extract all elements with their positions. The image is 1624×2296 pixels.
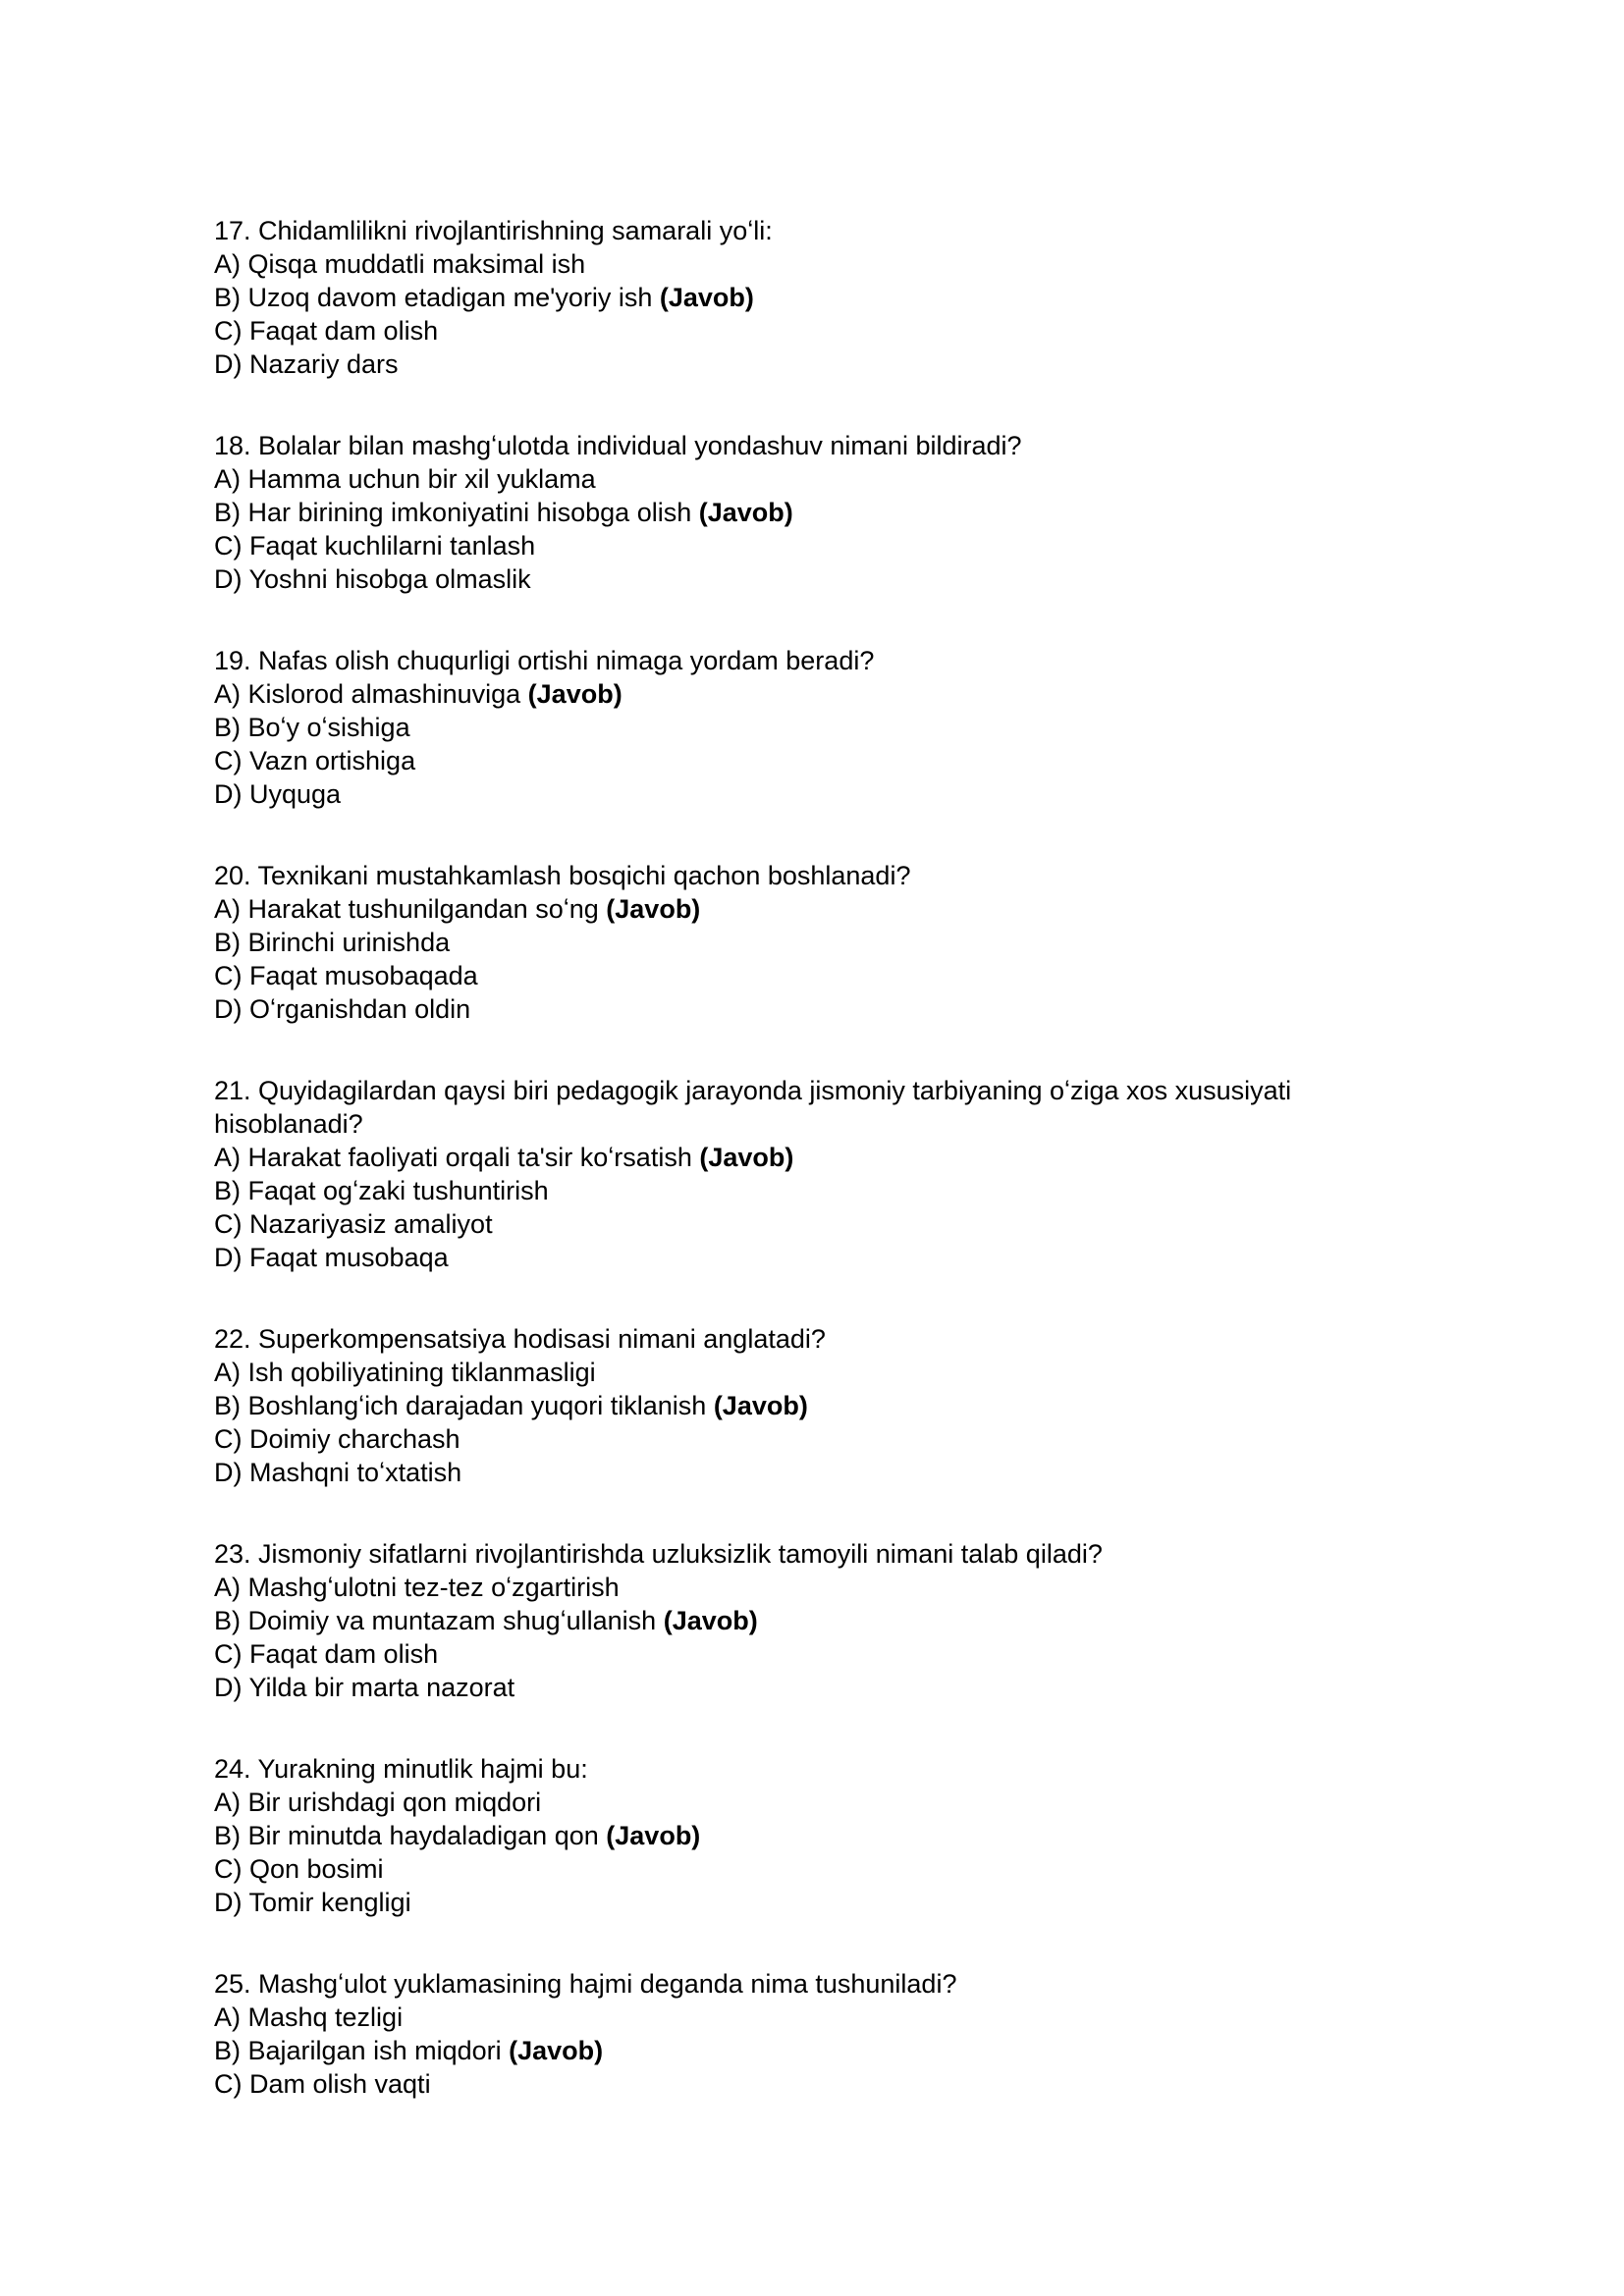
answer-option <box>214 247 1412 281</box>
answer-option-text: C) Dam olish vaqti <box>214 2069 431 2099</box>
answer-option-text: B) Boshlangʻich darajadan yuqori tiklanish <box>214 1391 707 1420</box>
question-text: 20. Texnikani mustahkamlash bosqichi qachon boshlanadi? <box>214 861 911 890</box>
correct-answer-mark: (Javob) <box>509 2036 604 2065</box>
answer-option <box>214 562 1412 596</box>
answer-option-text: B) Doimiy va muntazam shugʻullanish <box>214 1606 657 1635</box>
question-block <box>214 1074 1412 1274</box>
answer-option <box>214 2034 1412 2067</box>
answer-option <box>214 462 1412 496</box>
answer-option <box>214 1389 1412 1422</box>
answer-option-text: B) Birinchi urinishda <box>214 928 451 957</box>
answer-option-text: D) Yoshni hisobga olmaslik <box>214 564 531 594</box>
correct-answer-mark: (Javob) <box>606 894 701 924</box>
answer-option <box>214 1207 1412 1241</box>
answer-option-text: D) Tomir kengligi <box>214 1888 411 1917</box>
correct-answer-mark: (Javob) <box>699 1143 794 1172</box>
answer-option <box>214 777 1412 811</box>
question-block <box>214 644 1412 811</box>
answer-option <box>214 2067 1412 2101</box>
answer-option <box>214 1356 1412 1389</box>
answer-option-text: A) Harakat tushunilgandan soʻng <box>214 894 599 924</box>
answer-option <box>214 1786 1412 1819</box>
correct-answer-mark: (Javob) <box>713 1391 808 1420</box>
question-text: 18. Bolalar bilan mashgʻulotda individual yondashuv nimani bildiradi? <box>214 431 1022 460</box>
answer-option <box>214 314 1412 347</box>
answer-option <box>214 496 1412 529</box>
answer-option-text: C) Doimiy charchash <box>214 1424 460 1454</box>
question-block <box>214 429 1412 596</box>
answer-option-text: A) Kislorod almashinuviga <box>214 679 521 709</box>
question-text: 17. Chidamlilikni rivojlantirishning samarali yoʻli: <box>214 216 773 245</box>
answer-option-text: C) Qon bosimi <box>214 1854 384 1884</box>
answer-option <box>214 529 1412 562</box>
answer-option-text: D) Mashqni toʻxtatish <box>214 1458 462 1487</box>
correct-answer-mark: (Javob) <box>698 498 793 527</box>
answer-option-text: C) Faqat dam olish <box>214 1639 439 1669</box>
answer-option-text: A) Mashq tezligi <box>214 2002 404 2032</box>
answer-option-text: B) Boʻy oʻsishiga <box>214 713 410 742</box>
answer-option-text: D) Oʻrganishdan oldin <box>214 994 471 1024</box>
answer-option <box>214 1852 1412 1886</box>
correct-answer-mark: (Javob) <box>663 1606 758 1635</box>
answer-option <box>214 1141 1412 1174</box>
answer-option-text: A) Bir urishdagi qon miqdori <box>214 1788 542 1817</box>
answer-option <box>214 992 1412 1026</box>
question-text: 23. Jismoniy sifatlarni rivojlantirishda uzluksizlik tamoyili nimani talab qiladi? <box>214 1539 1103 1569</box>
answer-option <box>214 347 1412 381</box>
answer-option-text: A) Qisqa muddatli maksimal ish <box>214 249 586 279</box>
answer-option-text: B) Bir minutda haydaladigan qon <box>214 1821 599 1850</box>
question-block <box>214 859 1412 1026</box>
correct-answer-mark: (Javob) <box>527 679 623 709</box>
question-text: 22. Superkompensatsiya hodisasi nimani anglatadi? <box>214 1324 826 1354</box>
answer-option-text: B) Har birining imkoniyatini hisobga olish <box>214 498 692 527</box>
question-text: 25. Mashgʻulot yuklamasining hajmi deganda nima tushuniladi? <box>214 1969 957 1999</box>
answer-option <box>214 892 1412 926</box>
answer-option <box>214 281 1412 314</box>
question-block <box>214 214 1412 381</box>
answer-option-text: D) Uyquga <box>214 779 342 809</box>
correct-answer-mark: (Javob) <box>606 1821 701 1850</box>
answer-option-text: C) Nazariyasiz amaliyot <box>214 1209 493 1239</box>
answer-option <box>214 1604 1412 1637</box>
answer-option <box>214 711 1412 744</box>
answer-option <box>214 926 1412 959</box>
question-text: 21. Quyidagilardan qaysi biri pedagogik jarayonda jismoniy tarbiyaning oʻziga xos xususiyati hisoblanadi? <box>214 1076 1292 1139</box>
answer-option-text: A) Harakat faoliyati orqali ta'sir koʻrsatish <box>214 1143 692 1172</box>
answer-option-text: C) Faqat kuchlilarni tanlash <box>214 531 536 561</box>
question-block <box>214 1967 1412 2101</box>
answer-option <box>214 1571 1412 1604</box>
answer-option <box>214 744 1412 777</box>
answer-option-text: D) Faqat musobaqa <box>214 1243 449 1272</box>
answer-option <box>214 1422 1412 1456</box>
correct-answer-mark: (Javob) <box>659 283 754 312</box>
question-text: 24. Yurakning minutlik hajmi bu: <box>214 1754 588 1784</box>
answer-option <box>214 1671 1412 1704</box>
answer-option-text: B) Uzoq davom etadigan me'yoriy ish <box>214 283 653 312</box>
answer-option-text: D) Yilda bir marta nazorat <box>214 1673 515 1702</box>
answer-option <box>214 677 1412 711</box>
answer-option <box>214 1174 1412 1207</box>
answer-option-text: A) Hamma uchun bir xil yuklama <box>214 464 596 494</box>
answer-option <box>214 1456 1412 1489</box>
answer-option-text: D) Nazariy dars <box>214 349 399 379</box>
answer-option-text: A) Ish qobiliyatining tiklanmasligi <box>214 1358 596 1387</box>
answer-option <box>214 959 1412 992</box>
answer-option <box>214 1241 1412 1274</box>
answer-option <box>214 1886 1412 1919</box>
answer-option-text: B) Bajarilgan ish miqdori <box>214 2036 502 2065</box>
question-block <box>214 1752 1412 1919</box>
question-text: 19. Nafas olish chuqurligi ortishi nimaga yordam beradi? <box>214 646 875 675</box>
question-block <box>214 1322 1412 1489</box>
answer-option <box>214 2001 1412 2034</box>
document-page <box>214 214 1412 2149</box>
answer-option <box>214 1637 1412 1671</box>
answer-option-text: C) Faqat dam olish <box>214 316 439 346</box>
answer-option-text: B) Faqat ogʻzaki tushuntirish <box>214 1176 549 1205</box>
answer-option-text: C) Vazn ortishiga <box>214 746 416 775</box>
answer-option <box>214 1819 1412 1852</box>
answer-option-text: C) Faqat musobaqada <box>214 961 478 990</box>
answer-option-text: A) Mashgʻulotni tez-tez oʻzgartirish <box>214 1573 620 1602</box>
question-block <box>214 1537 1412 1704</box>
